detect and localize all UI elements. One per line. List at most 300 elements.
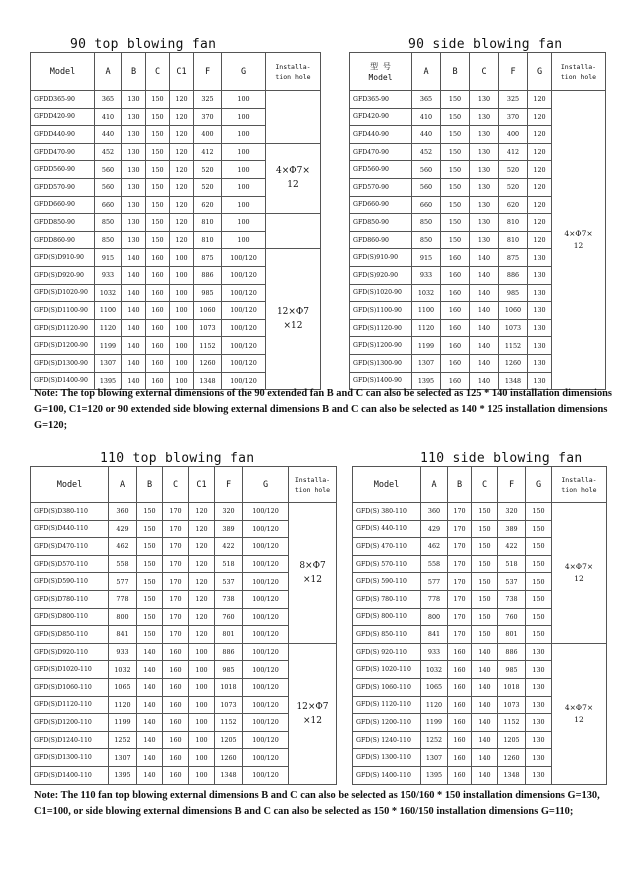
value-cell: 140 <box>470 372 499 390</box>
value-cell: 140 <box>470 337 499 355</box>
value-cell: 1260 <box>499 354 528 372</box>
value-cell: 520 <box>194 161 222 179</box>
value-cell: 100/120 <box>243 555 289 573</box>
value-cell: 933 <box>421 643 448 661</box>
col-header-g: G <box>243 467 289 503</box>
value-cell: 429 <box>109 520 137 538</box>
value-cell: 120 <box>528 161 552 179</box>
value-cell: 360 <box>109 503 137 521</box>
value-cell: 130 <box>528 337 552 355</box>
col-header-c1: C1 <box>189 467 215 503</box>
table-row <box>31 214 321 232</box>
value-cell: 1395 <box>95 372 122 390</box>
value-cell: 100/120 <box>243 590 289 608</box>
value-cell: 140 <box>137 766 163 784</box>
value-cell: 140 <box>122 302 146 320</box>
value-cell: 577 <box>421 573 448 591</box>
value-cell: 370 <box>499 108 528 126</box>
col-header-a: A <box>95 53 122 91</box>
value-cell: 150 <box>146 231 170 249</box>
value-cell: 1260 <box>194 354 222 372</box>
value-cell: 100 <box>222 231 266 249</box>
value-cell: 170 <box>163 538 189 556</box>
value-cell: 365 <box>95 91 122 109</box>
value-cell: 800 <box>109 608 137 626</box>
value-cell: 560 <box>95 161 122 179</box>
value-cell: 841 <box>421 626 448 644</box>
model-cell: GFD(S)1020-90 <box>350 284 412 302</box>
value-cell: 170 <box>163 590 189 608</box>
value-cell: 100/120 <box>243 503 289 521</box>
model-cell: GFD860-90 <box>350 231 412 249</box>
col-header-a: A <box>109 467 137 503</box>
value-cell: 1199 <box>412 337 441 355</box>
value-cell: 130 <box>122 214 146 232</box>
value-cell: 150 <box>137 520 163 538</box>
model-cell: GFD(S)D1300-110 <box>31 749 109 767</box>
value-cell: 100 <box>189 696 215 714</box>
value-cell: 1395 <box>421 766 448 784</box>
value-cell: 120 <box>528 178 552 196</box>
value-cell: 160 <box>146 302 170 320</box>
value-cell: 150 <box>526 555 552 573</box>
value-cell: 130 <box>122 143 146 161</box>
model-cell: GFD(S)920-90 <box>350 266 412 284</box>
value-cell: 150 <box>472 503 498 521</box>
value-cell: 150 <box>146 161 170 179</box>
value-cell: 100/120 <box>243 678 289 696</box>
model-cell: GFDD420-90 <box>31 108 95 126</box>
installation-hole-cell: 4×Φ7× 12 <box>552 91 606 390</box>
value-cell: 160 <box>163 731 189 749</box>
value-cell: 130 <box>470 214 499 232</box>
col-header-b: B <box>441 53 470 91</box>
value-cell: 160 <box>146 337 170 355</box>
value-cell: 100 <box>170 337 194 355</box>
value-cell: 150 <box>441 178 470 196</box>
model-cell: GFD(S)1200-90 <box>350 337 412 355</box>
value-cell: 537 <box>215 573 243 591</box>
model-cell: GFD(S) 440-110 <box>353 520 421 538</box>
value-cell: 130 <box>470 91 499 109</box>
value-cell: 1307 <box>109 749 137 767</box>
value-cell: 150 <box>146 143 170 161</box>
model-cell: GFD(S) 1300-110 <box>353 749 421 767</box>
value-cell: 100 <box>222 161 266 179</box>
model-cell: GFD(S)1100-90 <box>350 302 412 320</box>
value-cell: 150 <box>137 626 163 644</box>
model-cell: GFDD570-90 <box>31 178 95 196</box>
value-cell: 170 <box>163 626 189 644</box>
table-90-top <box>30 52 321 390</box>
model-cell: GFD850-90 <box>350 214 412 232</box>
value-cell: 130 <box>526 678 552 696</box>
value-cell: 120 <box>528 108 552 126</box>
value-cell: 160 <box>441 372 470 390</box>
col-header-c: C <box>146 53 170 91</box>
value-cell: 100 <box>189 661 215 679</box>
value-cell: 160 <box>448 749 472 767</box>
table-header-row <box>31 467 337 503</box>
value-cell: 778 <box>421 590 448 608</box>
value-cell: 160 <box>163 696 189 714</box>
model-cell: GFD(S)D920-110 <box>31 643 109 661</box>
value-cell: 170 <box>448 590 472 608</box>
value-cell: 150 <box>146 108 170 126</box>
value-cell: 810 <box>499 214 528 232</box>
value-cell: 1060 <box>499 302 528 320</box>
value-cell: 738 <box>498 590 526 608</box>
value-cell: 150 <box>526 590 552 608</box>
value-cell: 1060 <box>194 302 222 320</box>
value-cell: 1199 <box>95 337 122 355</box>
value-cell: 130 <box>470 126 499 144</box>
value-cell: 130 <box>526 661 552 679</box>
value-cell: 160 <box>163 678 189 696</box>
value-cell: 150 <box>526 608 552 626</box>
value-cell: 150 <box>441 214 470 232</box>
model-cell: GFD(S)D780-110 <box>31 590 109 608</box>
value-cell: 100/120 <box>243 626 289 644</box>
value-cell: 1018 <box>498 678 526 696</box>
value-cell: 462 <box>421 538 448 556</box>
value-cell: 160 <box>441 337 470 355</box>
value-cell: 150 <box>137 590 163 608</box>
value-cell: 915 <box>412 249 441 267</box>
value-cell: 160 <box>441 302 470 320</box>
value-cell: 130 <box>470 196 499 214</box>
model-cell: GFDD660-90 <box>31 196 95 214</box>
value-cell: 130 <box>528 284 552 302</box>
col-header-a: A <box>412 53 441 91</box>
value-cell: 120 <box>170 143 194 161</box>
value-cell: 130 <box>526 766 552 784</box>
model-cell: GFD(S)D570-110 <box>31 555 109 573</box>
value-cell: 1252 <box>109 731 137 749</box>
table-110-side-title: 110 side blowing fan <box>420 451 583 466</box>
value-cell: 985 <box>194 284 222 302</box>
value-cell: 1152 <box>499 337 528 355</box>
value-cell: 537 <box>498 573 526 591</box>
model-cell: GFD570-90 <box>350 178 412 196</box>
value-cell: 1100 <box>95 302 122 320</box>
value-cell: 1205 <box>498 731 526 749</box>
installation-hole-cell <box>266 214 321 249</box>
model-cell: GFDD560-90 <box>31 161 95 179</box>
value-cell: 150 <box>441 196 470 214</box>
table-row <box>350 91 606 109</box>
value-cell: 120 <box>528 214 552 232</box>
value-cell: 140 <box>472 731 498 749</box>
value-cell: 1018 <box>215 678 243 696</box>
value-cell: 422 <box>498 538 526 556</box>
model-cell: GFDD850-90 <box>31 214 95 232</box>
value-cell: 120 <box>189 538 215 556</box>
value-cell: 150 <box>137 555 163 573</box>
value-cell: 160 <box>448 696 472 714</box>
value-cell: 130 <box>122 231 146 249</box>
value-cell: 170 <box>448 626 472 644</box>
value-cell: 810 <box>194 214 222 232</box>
value-cell: 1073 <box>194 319 222 337</box>
value-cell: 738 <box>215 590 243 608</box>
col-header-g: G <box>526 467 552 503</box>
value-cell: 120 <box>189 573 215 591</box>
value-cell: 440 <box>95 126 122 144</box>
value-cell: 801 <box>215 626 243 644</box>
value-cell: 1073 <box>498 696 526 714</box>
value-cell: 160 <box>146 249 170 267</box>
value-cell: 100/120 <box>243 538 289 556</box>
value-cell: 150 <box>441 126 470 144</box>
value-cell: 100/120 <box>243 714 289 732</box>
model-cell: GFD(S)D440-110 <box>31 520 109 538</box>
value-cell: 100 <box>222 126 266 144</box>
value-cell: 1100 <box>412 302 441 320</box>
value-cell: 120 <box>528 91 552 109</box>
model-cell: GFD(S) 570-110 <box>353 555 421 573</box>
value-cell: 100/120 <box>222 284 266 302</box>
value-cell: 140 <box>137 749 163 767</box>
table-110-side <box>352 466 607 785</box>
value-cell: 160 <box>163 749 189 767</box>
value-cell: 100 <box>170 284 194 302</box>
value-cell: 130 <box>122 196 146 214</box>
value-cell: 160 <box>146 372 170 390</box>
model-cell: GFD(S)D1400-90 <box>31 372 95 390</box>
value-cell: 100/120 <box>222 302 266 320</box>
value-cell: 150 <box>526 538 552 556</box>
value-cell: 452 <box>95 143 122 161</box>
value-cell: 140 <box>472 714 498 732</box>
value-cell: 100 <box>222 178 266 196</box>
value-cell: 160 <box>146 284 170 302</box>
col-header-f: F <box>499 53 528 91</box>
model-cell: GFD(S)1400-90 <box>350 372 412 390</box>
value-cell: 620 <box>499 196 528 214</box>
value-cell: 150 <box>472 520 498 538</box>
value-cell: 160 <box>163 643 189 661</box>
value-cell: 150 <box>146 178 170 196</box>
value-cell: 778 <box>109 590 137 608</box>
col-header-g: G <box>222 53 266 91</box>
value-cell: 120 <box>189 608 215 626</box>
value-cell: 150 <box>526 573 552 591</box>
value-cell: 886 <box>499 266 528 284</box>
value-cell: 140 <box>472 661 498 679</box>
value-cell: 760 <box>215 608 243 626</box>
value-cell: 1120 <box>95 319 122 337</box>
value-cell: 100 <box>189 643 215 661</box>
value-cell: 160 <box>448 661 472 679</box>
value-cell: 1120 <box>421 696 448 714</box>
value-cell: 120 <box>189 503 215 521</box>
value-cell: 130 <box>526 749 552 767</box>
model-cell: GFD(S)D1200-90 <box>31 337 95 355</box>
value-cell: 170 <box>163 555 189 573</box>
value-cell: 1065 <box>109 678 137 696</box>
value-cell: 850 <box>95 231 122 249</box>
value-cell: 400 <box>499 126 528 144</box>
value-cell: 660 <box>95 196 122 214</box>
value-cell: 100/120 <box>243 573 289 591</box>
value-cell: 100 <box>170 266 194 284</box>
value-cell: 440 <box>412 126 441 144</box>
value-cell: 170 <box>448 538 472 556</box>
value-cell: 140 <box>137 731 163 749</box>
installation-hole-cell: 8×Φ7 ×12 <box>289 503 337 644</box>
value-cell: 150 <box>526 626 552 644</box>
value-cell: 120 <box>170 214 194 232</box>
value-cell: 325 <box>499 91 528 109</box>
value-cell: 100 <box>189 749 215 767</box>
value-cell: 100/120 <box>222 372 266 390</box>
value-cell: 886 <box>498 643 526 661</box>
value-cell: 140 <box>472 766 498 784</box>
value-cell: 100/120 <box>222 319 266 337</box>
col-header-installation-hole: Installa- tion hole <box>266 53 321 91</box>
value-cell: 150 <box>441 91 470 109</box>
model-cell: GFD(S)D380-110 <box>31 503 109 521</box>
col-header-a: A <box>421 467 448 503</box>
value-cell: 140 <box>472 749 498 767</box>
value-cell: 130 <box>526 714 552 732</box>
model-cell: GFD(S)D1120-90 <box>31 319 95 337</box>
value-cell: 130 <box>526 643 552 661</box>
model-cell: GFD(S)D1300-90 <box>31 354 95 372</box>
value-cell: 130 <box>470 161 499 179</box>
value-cell: 150 <box>472 590 498 608</box>
model-cell: GFD(S) 470-110 <box>353 538 421 556</box>
value-cell: 130 <box>526 696 552 714</box>
value-cell: 429 <box>421 520 448 538</box>
value-cell: 160 <box>146 319 170 337</box>
table-90-side-title: 90 side blowing fan <box>408 37 563 52</box>
value-cell: 1152 <box>215 714 243 732</box>
value-cell: 933 <box>109 643 137 661</box>
value-cell: 150 <box>137 608 163 626</box>
table-row <box>31 503 337 521</box>
value-cell: 452 <box>412 143 441 161</box>
value-cell: 100 <box>170 249 194 267</box>
value-cell: 1032 <box>412 284 441 302</box>
value-cell: 933 <box>95 266 122 284</box>
value-cell: 120 <box>528 143 552 161</box>
value-cell: 412 <box>194 143 222 161</box>
value-cell: 100/120 <box>243 766 289 784</box>
value-cell: 150 <box>441 231 470 249</box>
value-cell: 100 <box>170 354 194 372</box>
value-cell: 140 <box>122 372 146 390</box>
value-cell: 1348 <box>498 766 526 784</box>
value-cell: 130 <box>528 249 552 267</box>
value-cell: 140 <box>470 266 499 284</box>
value-cell: 170 <box>448 608 472 626</box>
value-cell: 462 <box>109 538 137 556</box>
model-cell: GFD(S)D1400-110 <box>31 766 109 784</box>
value-cell: 120 <box>170 161 194 179</box>
value-cell: 360 <box>421 503 448 521</box>
value-cell: 760 <box>498 608 526 626</box>
value-cell: 325 <box>194 91 222 109</box>
value-cell: 100/120 <box>243 731 289 749</box>
value-cell: 520 <box>499 178 528 196</box>
value-cell: 140 <box>470 354 499 372</box>
value-cell: 560 <box>412 161 441 179</box>
model-cell: GFD(S)D1100-90 <box>31 302 95 320</box>
value-cell: 810 <box>499 231 528 249</box>
value-cell: 130 <box>526 731 552 749</box>
value-cell: 120 <box>170 126 194 144</box>
col-header-f: F <box>215 467 243 503</box>
value-cell: 100 <box>222 143 266 161</box>
value-cell: 518 <box>215 555 243 573</box>
value-cell: 1307 <box>95 354 122 372</box>
value-cell: 100 <box>189 678 215 696</box>
value-cell: 985 <box>498 661 526 679</box>
table-row <box>353 503 607 521</box>
value-cell: 120 <box>528 196 552 214</box>
installation-hole-cell: 12×Φ7 ×12 <box>289 643 337 784</box>
note-90: Note: The top blowing external dimensions of the 90 extended fan B and C can also be selected as 125 * 140 installation dimensions G=100, C1=120 or 90 extended side blowing external dimensions B and C can also be selected as 140 * 125 installation dimensions G=120; <box>34 388 612 431</box>
value-cell: 150 <box>472 538 498 556</box>
value-cell: 140 <box>470 284 499 302</box>
value-cell: 150 <box>441 161 470 179</box>
value-cell: 1152 <box>498 714 526 732</box>
value-cell: 100/120 <box>243 661 289 679</box>
model-cell: GFD420-90 <box>350 108 412 126</box>
value-cell: 1065 <box>421 678 448 696</box>
model-cell: GFD(S) 1200-110 <box>353 714 421 732</box>
value-cell: 422 <box>215 538 243 556</box>
value-cell: 1260 <box>215 749 243 767</box>
value-cell: 875 <box>499 249 528 267</box>
value-cell: 170 <box>163 520 189 538</box>
note-110: Note: The 110 fan top blowing external dimensions B and C can also be selected as 150/160 * 150 installation dimensions G=130, C1=100, or side blowing external dimensions B and C can also be selected as 150 * 160/150 installation dimensions G=110; <box>34 790 600 817</box>
value-cell: 130 <box>528 354 552 372</box>
value-cell: 800 <box>421 608 448 626</box>
value-cell: 100/120 <box>243 749 289 767</box>
model-cell: GFD660-90 <box>350 196 412 214</box>
model-cell: GFD365-90 <box>350 91 412 109</box>
value-cell: 120 <box>189 590 215 608</box>
model-cell: GFD(S)910-90 <box>350 249 412 267</box>
value-cell: 915 <box>95 249 122 267</box>
value-cell: 140 <box>122 284 146 302</box>
value-cell: 841 <box>109 626 137 644</box>
col-header-installation-hole: Installa- tion hole <box>289 467 337 503</box>
value-cell: 1252 <box>421 731 448 749</box>
value-cell: 850 <box>412 214 441 232</box>
value-cell: 130 <box>122 161 146 179</box>
model-cell: GFD440-90 <box>350 126 412 144</box>
value-cell: 370 <box>194 108 222 126</box>
value-cell: 410 <box>95 108 122 126</box>
table-header-row <box>350 53 606 91</box>
value-cell: 1073 <box>215 696 243 714</box>
value-cell: 320 <box>498 503 526 521</box>
value-cell: 1032 <box>421 661 448 679</box>
value-cell: 985 <box>215 661 243 679</box>
model-cell: GFD(S) 1120-110 <box>353 696 421 714</box>
value-cell: 160 <box>441 354 470 372</box>
value-cell: 140 <box>137 678 163 696</box>
col-header-model: Model <box>31 53 95 91</box>
value-cell: 170 <box>448 503 472 521</box>
model-cell: GFD(S) 850-110 <box>353 626 421 644</box>
table-row <box>31 91 321 109</box>
value-cell: 100/120 <box>222 249 266 267</box>
